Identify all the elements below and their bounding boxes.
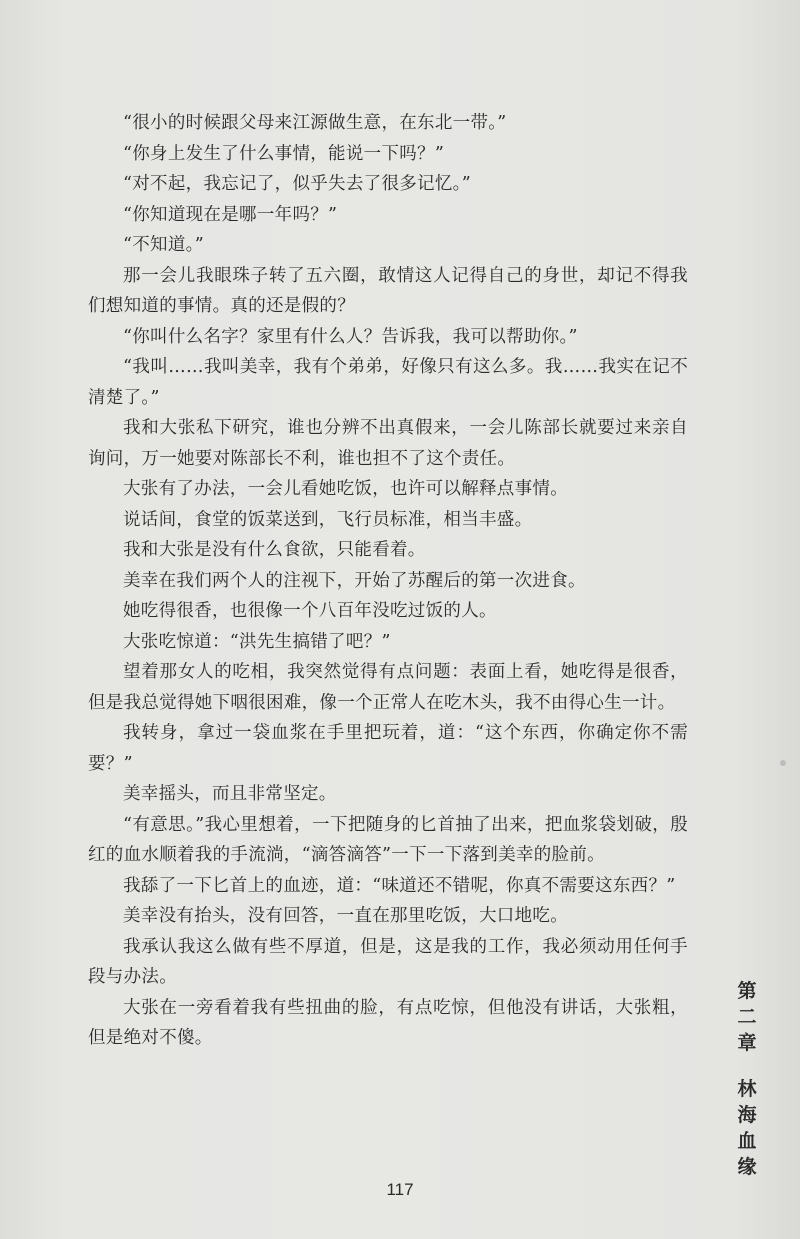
paragraph: 美幸没有抬头，没有回答，一直在那里吃饭，大口地吃。 [123,906,568,926]
chapter-side-title [732,978,762,1180]
paragraph: “很小的时候跟父母来江源做生意，在东北一带。” [123,113,507,133]
paragraph: “你身上发生了什么事情，能说一下吗？” [123,143,445,164]
paragraph: 她吃得很香，也很像一个八百年没吃过饭的人。 [123,601,497,621]
paragraph: 大张在一旁看着我有些扭曲的脸，有点吃惊，但他没有讲话，大张粗，但是绝对不傻。 [88,997,688,1048]
paragraph: 我转身，拿过一袋血浆在手里把玩着，道：“这个东西，你确定你不需要？” [88,723,688,774]
title-char: 血 [737,1130,757,1152]
paragraph: 我舔了一下匕首上的血迹，道：“味道还不错呢，你真不需要这东西？” [123,875,676,896]
title-char: 二 [737,1006,757,1028]
paragraph: “不知道。” [123,235,204,255]
paper-speck [780,760,786,766]
paragraph: 美幸摇头，而且非常坚定。 [123,784,337,804]
bleed-through-mark [734,70,770,160]
paragraph: “对不起，我忘记了，似乎失去了很多记忆。” [123,174,471,194]
paragraph: 大张吃惊道：“洪先生搞错了吧？” [123,631,391,652]
title-char: 海 [737,1104,757,1126]
paragraph: “我叫……我叫美幸，我有个弟弟，好像只有这么多。我……我实在记不清楚了。” [88,357,688,408]
page-number: 117 [386,1180,414,1199]
paragraph: 望着那女人的吃相，我突然觉得有点问题：表面上看，她吃得是很香，但是我总觉得她下咽很困难，像一个正常人在吃木头，我不由得心生一计。 [88,662,688,713]
paragraph: 说话间，食堂的饭菜送到，飞行员标准，相当丰盛。 [123,509,533,530]
paragraph: “你知道现在是哪一年吗？” [123,204,338,225]
title-char: 林 [737,1078,757,1100]
paragraph: 我和大张是没有什么食欲，只能看着。 [123,540,426,560]
body-text [88,108,688,1054]
title-char: 章 [737,1032,757,1054]
paragraph: 大张有了办法，一会儿看她吃饭，也许可以解释点事情。 [123,479,568,499]
paragraph: 那一会儿我眼珠子转了五六圈，敢情这人记得自己的身世，却记不得我们想知道的事情。真的还是假的？ [88,265,688,316]
paragraph: 美幸在我们两个人的注视下，开始了苏醒后的第一次进食。 [123,570,586,591]
title-char: 第 [737,980,757,1002]
paragraph: “有意思。”我心里想着，一下把随身的匕首抽了出来，把血浆袋划破，殷红的血水顺着我的手流淌，“滴答滴答”一下一下落到美幸的脸前。 [88,814,688,865]
chapter-title [732,1076,762,1180]
paragraph: 我承认我这么做有些不厚道，但是，这是我的工作，我必须动用任何手段与办法。 [88,936,688,987]
title-gap [732,1056,762,1076]
paragraph: 我和大张私下研究，谁也分辨不出真假来，一会儿陈部长就要过来亲自询问，万一她要对陈部长不利，谁也担不了这个责任。 [88,418,688,469]
title-char: 缘 [737,1156,757,1178]
paragraph: “你叫什么名字？家里有什么人？告诉我，我可以帮助你。” [123,326,578,347]
chapter-number [732,978,762,1056]
